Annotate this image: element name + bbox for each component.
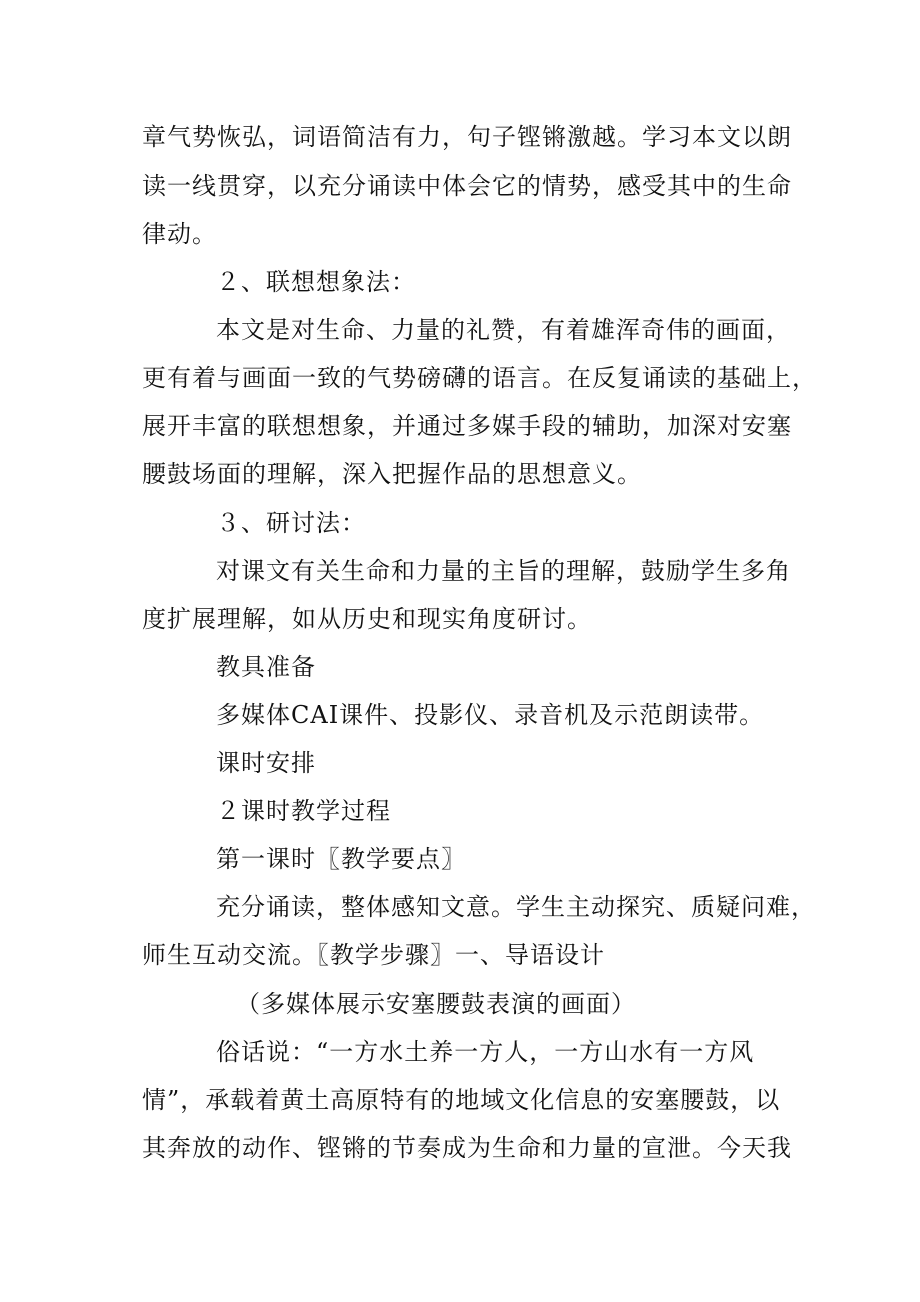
text-line-17: 充分诵读，整体感知文意。学生主动探究、质疑问难，	[216, 893, 816, 921]
text-line-15: ２课时教学过程	[216, 797, 391, 825]
section-heading-discussion: ３、研讨法：	[216, 509, 366, 537]
text-line-8: 腰鼓场面的理解，深入把握作品的思想意义。	[142, 460, 642, 488]
text-line-11: 度扩展理解，如从历史和现实角度研讨。	[142, 605, 592, 633]
text-line-7: 展开丰富的联想想象，并通过多媒手段的辅助，加深对安塞	[142, 412, 792, 440]
text-line-13: 多媒体CAI课件、投影仪、录音机及示范朗读带。	[216, 701, 765, 729]
text-line-19: （多媒体展示安塞腰鼓表演的画面）	[236, 990, 636, 1018]
section-heading-first-lesson: 第一课时〖教学要点〗	[216, 845, 466, 873]
text-line-3: 律动。	[142, 220, 217, 248]
text-line-10: 对课文有关生命和力量的主旨的理解，鼓励学生多角	[216, 557, 791, 585]
text-line-18: 师生互动交流。〖教学步骤〗一、导语设计	[142, 941, 605, 969]
text-line-5: 本文是对生命、力量的礼赞，有着雄浑奇伟的画面，	[216, 316, 791, 344]
section-heading-schedule: 课时安排	[216, 749, 316, 777]
text-line-21: 情”，承载着黄土高原特有的地域文化信息的安塞腰鼓，以	[142, 1086, 781, 1114]
text-line-20: 俗话说：“一方水土养一方人，一方山水有一方风	[216, 1038, 755, 1066]
text-line-22: 其奔放的动作、铿锵的节奏成为生命和力量的宣泄。今天我	[142, 1134, 792, 1162]
text-line-6: 更有着与画面一致的气势磅礴的语言。在反复诵读的基础上，	[142, 364, 817, 392]
text-line-1: 章气势恢弘，词语简洁有力，句子铿锵激越。学习本文以朗	[142, 123, 792, 151]
section-heading-association: ２、联想想象法：	[216, 268, 416, 296]
section-heading-teaching-aids: 教具准备	[216, 653, 316, 681]
text-line-2: 读一线贯穿，以充分诵读中体会它的情势，感受其中的生命	[142, 172, 792, 200]
